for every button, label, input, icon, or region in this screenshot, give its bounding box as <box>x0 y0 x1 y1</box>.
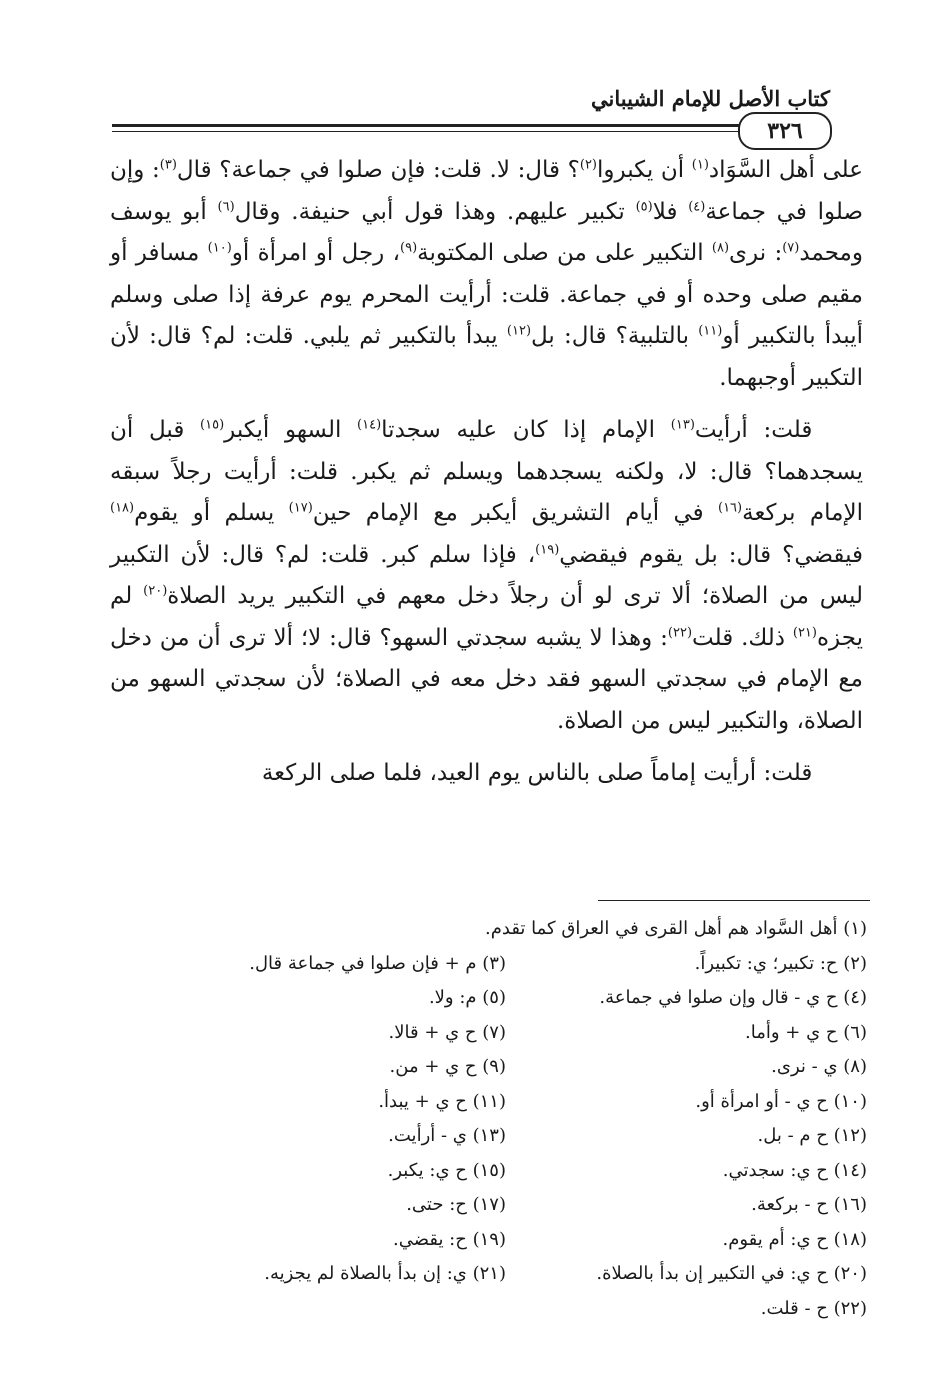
footnote-item: (٤) ح ي - قال وإن صلوا في جماعة. <box>599 987 867 1008</box>
footnotes <box>175 912 867 1326</box>
footnote-item: (٢١) ي: إن بدأ بالصلاة لم يجزيه. <box>264 1263 506 1284</box>
footnote-item: (٢٠) ح ي: في التكبير إن بدأ بالصلاة. <box>596 1263 867 1284</box>
footnote-marker: (٦) <box>217 198 235 214</box>
footnote-marker: (١١) <box>698 323 723 339</box>
footnote-marker: (٢٠) <box>143 583 168 599</box>
footnote-marker: (١) <box>691 157 709 173</box>
footnote-item: (١٩) ح: يقضي. <box>393 1228 506 1250</box>
footnote-marker: (٢١) <box>792 624 817 640</box>
footnote-marker: (١٤) <box>357 417 382 433</box>
footnote-item: (٣) م + فإن صلوا في جماعة قال. <box>249 952 506 974</box>
page-number: ٣٢٦ <box>738 112 832 150</box>
text-segment: قبل أن يسجدهما؟ قال: لا، ولكنه يسجدهما ويسلم ثم يكبر. قلت: أرأيت رجلاً سبقه الإمام بركعة <box>110 417 863 526</box>
text-segment: يبدأ بالتكبير ثم يلبي. قلت: لم؟ قال: لأن التكبير أوجبهما. <box>110 323 863 391</box>
paragraph-2 <box>110 410 863 742</box>
footnote-item: (١٢) ح م - بل. <box>757 1125 867 1146</box>
text-segment: : وهذا لا يشبه سجدتي السهو؟ قال: لا؛ ألا ترى أن من دخل مع الإمام في سجدتي السهو فقد دخل معه في الصلاة؛ لأن سجدتي السهو من الصلاة، والتكبير ليس من الصلاة. <box>110 624 863 734</box>
footnote-item: (٩) ح ي + من. <box>389 1056 506 1077</box>
footnote-marker: (١٠) <box>207 240 232 256</box>
footnote-item: (٢) ح: تكبير؛ ي: تكبيراً. <box>694 952 867 974</box>
footnote-marker: (٩) <box>400 240 418 256</box>
footnote-marker: (٤) <box>688 198 706 214</box>
text-segment: : وإن صلوا في جماعة <box>110 157 864 225</box>
footnote-item: (١٧) ح: حتى. <box>406 1194 506 1215</box>
text-segment: : نرى <box>729 240 783 266</box>
footnote-column-left <box>175 947 506 1327</box>
footnote-item: (١) أهل السَّواد هم أهل القرى في العراق كما تقدم. <box>485 918 867 939</box>
running-header-title: كتاب الأصل للإمام الشيباني <box>591 86 830 111</box>
footnote-marker: (١٨) <box>110 500 135 516</box>
header-rule <box>112 124 742 127</box>
footnote-item: (٥) م: ولا. <box>428 987 506 1008</box>
text-segment: بالتلبية؟ قال: بل <box>531 323 699 349</box>
paragraph-3 <box>110 753 863 795</box>
footnote-marker: (١٦) <box>717 500 743 516</box>
text-segment: في أيام التشريق أيكبر مع الإمام حين <box>312 500 718 526</box>
text-segment: ، رجل أو امرأة أو <box>231 240 401 266</box>
footnote-marker: (٢٢) <box>667 624 693 640</box>
text-segment: مسافر أو مقيم صلى وحده أو في جماعة. قلت: أرأيت المحرم يوم عرفة إذا صلى وسلم أيبدأ بالتكبير أو <box>110 240 863 349</box>
footnote-marker: (١٩) <box>535 541 560 557</box>
footnote-marker: (١٧) <box>288 500 313 516</box>
footnote-item: (٧) ح ي + قالا. <box>388 1021 506 1043</box>
footnote-item: (١١) ح ي + يبدأ. <box>378 1090 506 1112</box>
text-segment: السهو أيكبر <box>224 417 358 443</box>
footnote-marker: (١٥) <box>200 417 225 433</box>
text-segment: ؟ قال: لا. قلت: فإن صلوا في جماعة؟ قال <box>176 157 580 183</box>
text-segment: تكبير عليهم. وهذا قول أبي حنيفة. وقال <box>234 198 636 225</box>
paragraph-1 <box>110 150 863 399</box>
text-segment: فيقضي؟ قال: بل يقوم فيقضي <box>559 541 864 568</box>
text-segment: قلت: أرأيت إماماً صلى بالناس يوم العيد، فلما صلى الركعة <box>261 760 813 786</box>
footnote-item: (١٨) ح ي: أم يقوم. <box>722 1228 867 1250</box>
footnote-item: (١٠) ح ي - أو امرأة أو. <box>695 1090 867 1112</box>
text-segment: الإمام إذا كان عليه سجدتا <box>381 417 671 443</box>
footnote-item: (٦) ح ي + وأما. <box>745 1021 867 1043</box>
header-rule-thin <box>112 131 742 132</box>
footnote-item: (٢٢) ح - قلت. <box>760 1297 867 1319</box>
text-segment: فلا <box>652 198 689 225</box>
footnote-column-right <box>536 947 867 1327</box>
footnote-marker: (١٢) <box>506 323 532 339</box>
text-segment: أبو يوسف ومحمد <box>110 198 863 266</box>
footnote-marker: (٣) <box>159 157 177 173</box>
text-segment: لم يجزه <box>110 583 863 651</box>
footnote-columns <box>175 947 867 1327</box>
text-segment: ، فإذا سلم كبر. قلت: لم؟ قال: لأن التكبير ليس من الصلاة؛ ألا ترى لو أن رجلاً دخل معهم في التكبير يريد الصلاة <box>110 541 863 609</box>
text-segment: التكبير على من صلى المكتوبة <box>417 240 712 266</box>
footnote-item: (١٣) ي - أرأيت. <box>388 1125 506 1146</box>
footnote-item: (٨) ي - نرى. <box>771 1056 867 1077</box>
footnote-item: (١٤) ح ي: سجدتي. <box>722 1159 867 1181</box>
text-segment: يسلم أو يقوم <box>134 500 289 526</box>
footnote-separator <box>598 900 870 901</box>
footnote-marker: (٥) <box>635 198 653 214</box>
text-segment: ذلك. قلت <box>692 624 793 651</box>
footnote-marker: (٧) <box>782 240 800 256</box>
text-segment: قلت: أرأيت <box>694 417 813 443</box>
main-text <box>110 150 863 795</box>
footnote-item: (١٦) ح - بركعة. <box>751 1194 867 1215</box>
footnote-item: (١٥) ح ي: يكبر. <box>387 1159 506 1181</box>
footnote-marker: (٨) <box>711 240 730 256</box>
footnote-marker: (١٣) <box>670 417 695 433</box>
text-segment: على أهل السَّوَاد <box>708 157 863 183</box>
text-segment: أن يكبروا <box>597 157 692 183</box>
footnote-marker: (٢) <box>579 157 597 173</box>
